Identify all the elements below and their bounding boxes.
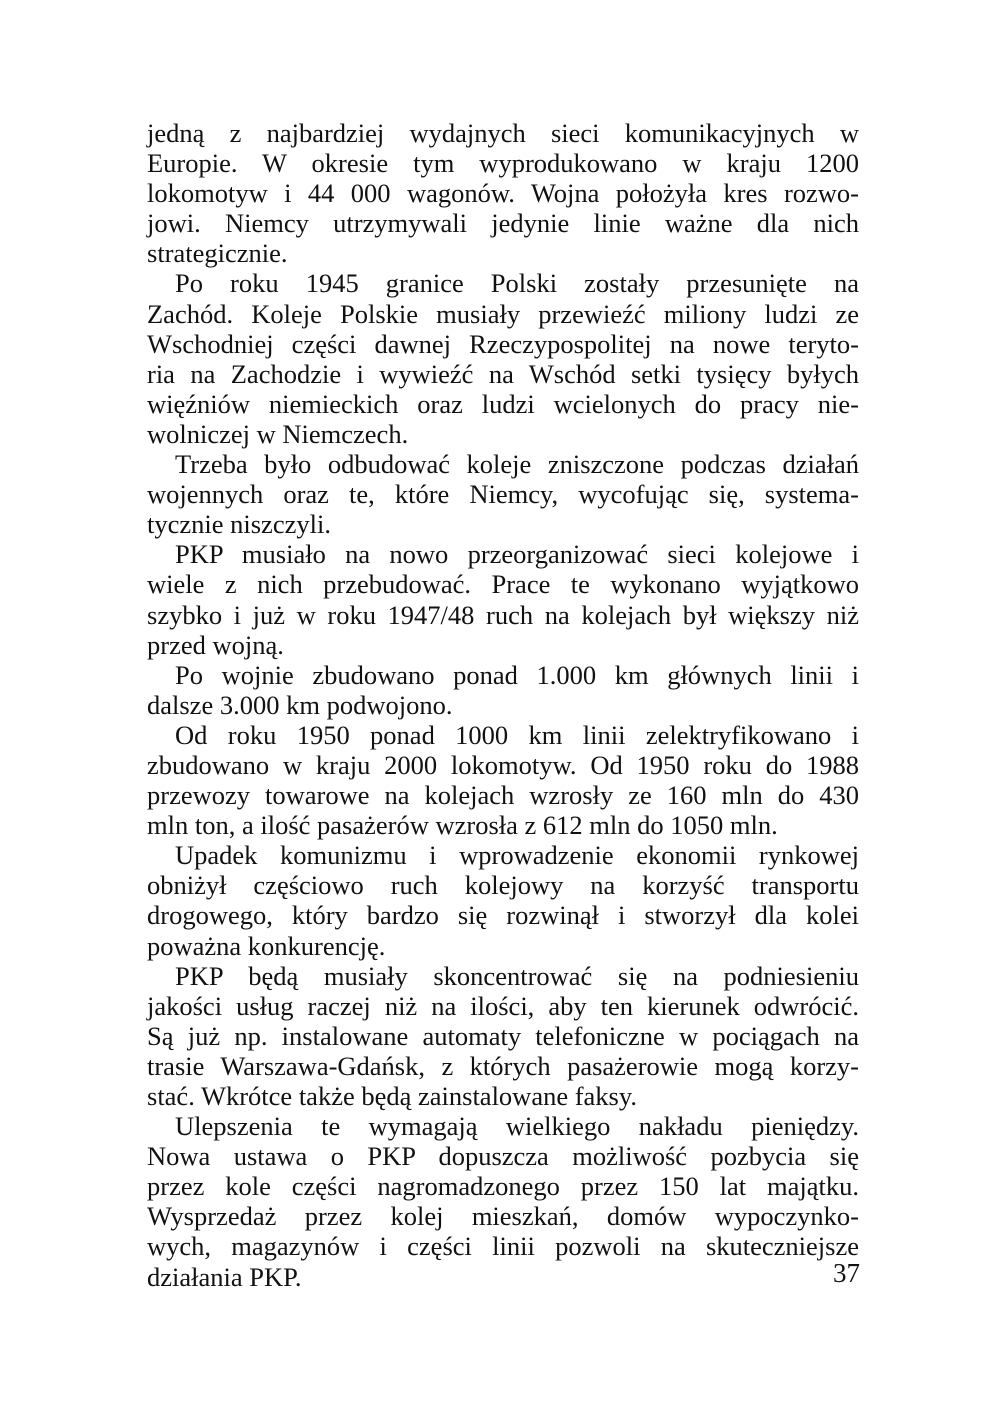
text-line: strategicznie.	[147, 238, 288, 269]
text-line: Ulepszenia te wymagają wielkiego nakładu pieniędzy.	[175, 1111, 859, 1142]
text-line: przed wojną.	[147, 629, 284, 660]
text-line: Po wojnie zbudowano ponad 1.000 km głównych linii i	[175, 659, 859, 690]
paragraph-2	[147, 268, 859, 449]
text-line: stać. Wkrótce także będą zainstalowane faksy.	[147, 1081, 638, 1111]
text-line: drogowego, który bardzo się rozwinął i stworzył dla kolei	[147, 900, 859, 931]
paragraph-9	[147, 1111, 859, 1292]
text-line: Europie. W okresie tym wyprodukowano w kraju 1200	[147, 148, 859, 179]
text-line: zbudowano w kraju 2000 lokomotyw. Od 1950 roku do 1988	[147, 749, 859, 780]
text-line: przez kole części nagromadzonego przez 150 lat majątku.	[147, 1171, 859, 1202]
text-line: PKP będą musiały skoncentrować się na podniesieniu	[175, 960, 859, 991]
text-line: Trzeba było odbudować koleje zniszczone podczas działań	[175, 449, 859, 480]
text-line: Po roku 1945 granice Polski zostały przesunięte na	[175, 268, 859, 299]
paragraph-8	[147, 961, 859, 1111]
text-line: jedną z najbardziej wydajnych sieci komunikacyjnych w	[147, 118, 859, 148]
paragraph-6	[147, 720, 859, 840]
text-line: trasie Warszawa-Gdańsk, z których pasażerowie mogą korzy-	[147, 1050, 859, 1081]
text-line: wiele z nich przebudować. Prace te wykonano wyjątkowo	[147, 569, 859, 600]
text-line: PKP musiało na nowo przeorganizować sieci kolejowe i	[175, 539, 859, 570]
text-line: Są już np. instalowane automaty telefoniczne w pociągach na	[147, 1020, 859, 1051]
body-text	[147, 118, 859, 1292]
text-line: wolniczej w Niemczech.	[147, 418, 409, 449]
paragraph-1	[147, 118, 859, 268]
text-line: obniżył częściowo ruch kolejowy na korzyść transportu	[147, 870, 859, 901]
paragraph-7	[147, 840, 859, 960]
text-line: Nowa ustawa o PKP dopuszcza możliwość pozbycia się	[147, 1141, 859, 1172]
text-line: jakości usług raczej niż na ilości, aby ten kierunek odwrócić.	[147, 990, 859, 1021]
text-line: wojennych oraz te, które Niemcy, wycofując się, systema-	[147, 479, 859, 510]
text-line: dalsze 3.000 km podwojono.	[147, 689, 453, 720]
text-line: Wschodniej części dawnej Rzeczypospolitej na nowe teryto-	[147, 328, 859, 359]
text-line: poważna konkurencję.	[147, 930, 386, 961]
text-line: przewozy towarowe na kolejach wzrosły ze 160 mln do 430	[147, 780, 859, 811]
paragraph-3	[147, 449, 859, 539]
page-number: 37	[833, 1258, 860, 1288]
text-line: tycznie niszczyli.	[147, 509, 331, 540]
text-line: działania PKP.	[147, 1261, 302, 1292]
text-line: lokomotyw i 44 000 wagonów. Wojna położyła kres rozwo-	[147, 178, 859, 209]
text-line: Zachód. Koleje Polskie musiały przewieźć miliony ludzi ze	[147, 298, 859, 329]
paragraph-5	[147, 660, 859, 720]
text-line: wych, magazynów i części linii pozwoli na skuteczniejsze	[147, 1231, 859, 1262]
text-line: mln ton, a ilość pasażerów wzrosła z 612 mln do 1050 mln.	[147, 810, 778, 841]
text-line: jowi. Niemcy utrzymywali jedynie linie ważne dla nich	[147, 208, 859, 239]
text-line: ria na Zachodzie i wywieźć na Wschód setki tysięcy byłych	[147, 358, 859, 389]
paragraph-4	[147, 539, 859, 659]
text-line: szybko i już w roku 1947/48 ruch na kolejach był większy niż	[147, 599, 859, 630]
text-line: Wysprzedaż przez kolej mieszkań, domów wypoczynko-	[147, 1201, 859, 1232]
text-line: Upadek komunizmu i wprowadzenie ekonomii rynkowej	[175, 840, 859, 871]
text-line: więźniów niemieckich oraz ludzi wcielonych do pracy nie-	[147, 388, 859, 419]
text-line: Od roku 1950 ponad 1000 km linii zelektryfikowano i	[175, 719, 859, 750]
